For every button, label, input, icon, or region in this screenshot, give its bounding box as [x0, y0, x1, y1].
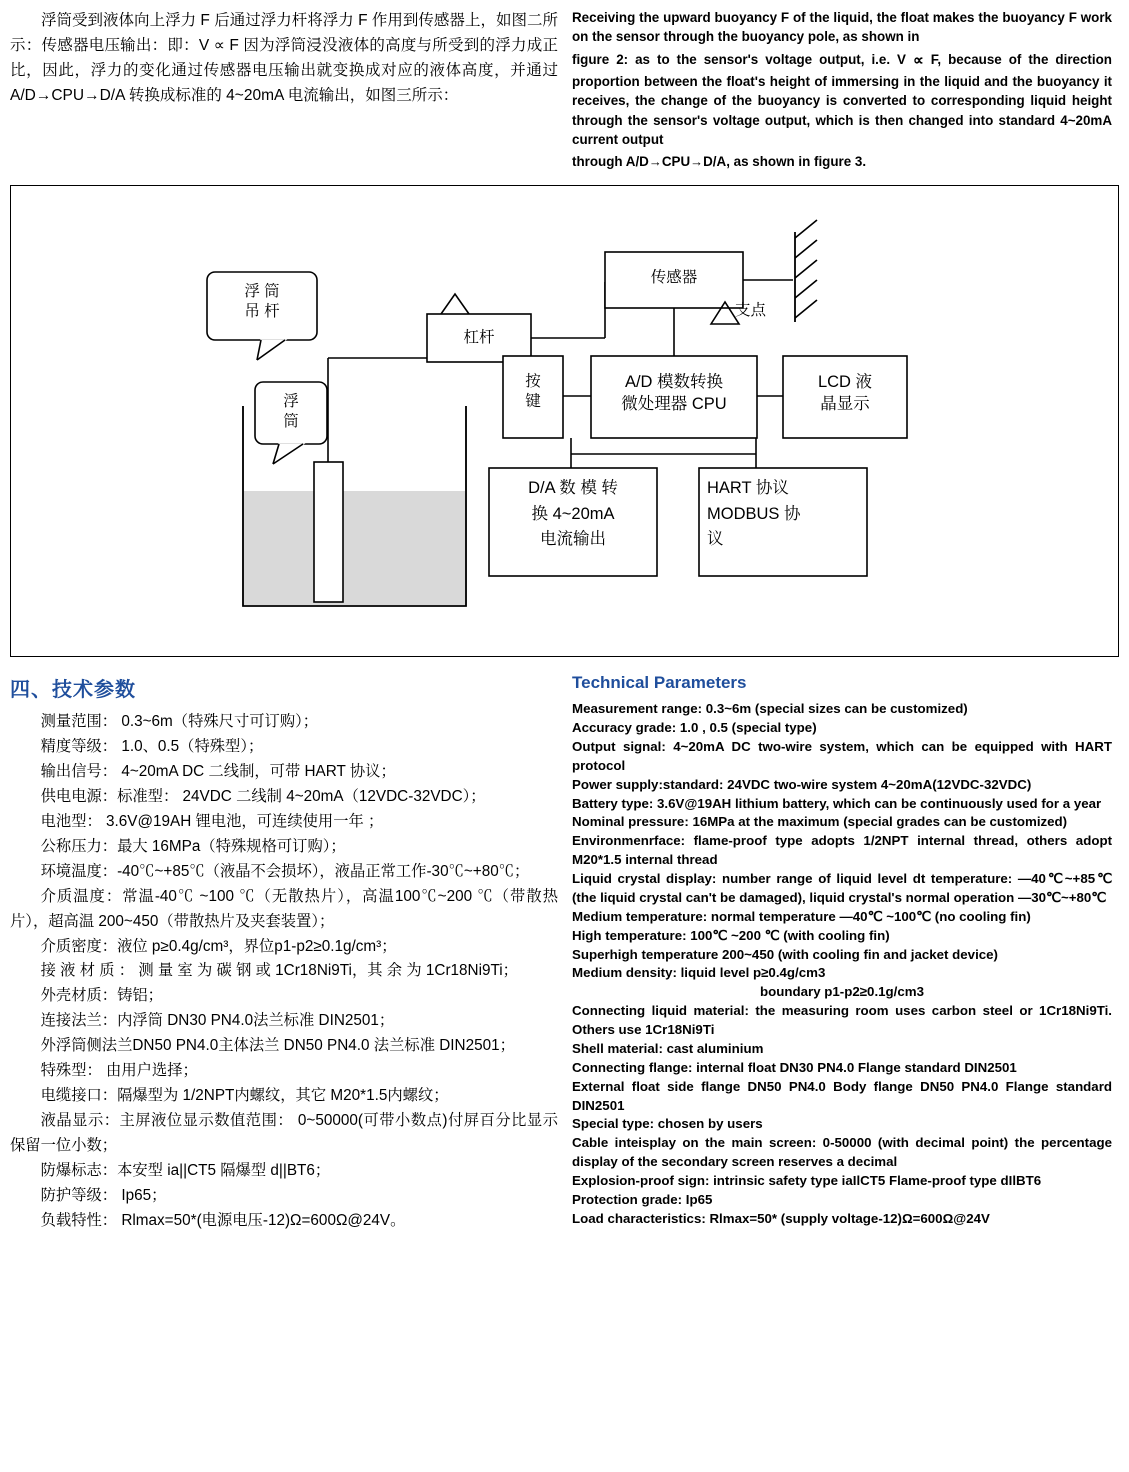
- proportional-symbol-icon: ∝: [913, 51, 924, 69]
- param-en-3: Power supply:standard: 24VDC two-wire system 4~20mA(12VDC-32VDC): [572, 776, 1032, 792]
- param-cn-2: 输出信号： 4~20mA DC 二线制，可带 HART 协议；: [40, 763, 396, 781]
- param-cn-13: 特殊型： 由用户选择；: [40, 1062, 198, 1080]
- param-en-7: Liquid crystal display: number range of liquid level dt temperature: —40℃~+85℃ (the liquid crystal can't be damaged), liquid crystal's normal operation —30℃~+80℃: [572, 871, 1112, 905]
- param-cn-5: 公称压力：最大 16MPa（特殊规格可订购）；: [40, 837, 346, 855]
- param-cn-6: 环境温度：-40℃~+85℃（液晶不会损坏），液晶正常工作-30℃~+80℃；: [40, 862, 530, 880]
- figure-label-hart: HART 协议 MODBUS 协 议: [707, 479, 801, 549]
- param-cn-8: 介质密度：液位 p≥0.4g/cm³，界位p1-p2≥0.1g/cm³；: [40, 937, 397, 955]
- param-en-0: Measurement range: 0.3~6m (special sizes can be customized): [572, 701, 968, 717]
- param-cn-15: 液晶显示：主屏液位显示数值范围： 0~50000(可带小数点)付屏百分比显示保留一位小数；: [10, 1111, 558, 1154]
- intro-english-paragraph-2: [572, 50, 1112, 150]
- diagram-svg: [11, 186, 1118, 654]
- param-cn-16: 防爆标志：本安型 ia||CT5 隔爆型 d||BT6；: [40, 1161, 331, 1179]
- params-chinese-column: [10, 673, 558, 1233]
- params-english-column: [572, 673, 1112, 1229]
- param-cn-11: 连接法兰：内浮筒 DN30 PN4.0法兰标准 DIN2501；: [40, 1012, 395, 1030]
- figure-label-fulcrum: 支点: [735, 302, 767, 320]
- param-cn-14: 电缆接口：隔爆型为 1/2NPT内螺纹，其它 M20*1.5内螺纹；: [40, 1087, 449, 1105]
- param-en-8: Medium temperature: normal temperature —40℃ ~100℃ (no cooling fin): [572, 908, 1031, 924]
- figure-label-dac: D/A 数 模 转 换 4~20mA 电流输出: [528, 479, 618, 549]
- intro-english-paragraph-1: Receiving the upward buoyancy F of the liquid, the float makes the buoyancy F work on the sensor through the buoyancy pole, as shown in: [572, 10, 1112, 45]
- figure-label-sensor: 传感器: [650, 269, 698, 287]
- param-en-9: High temperature: 100℃ ~200 ℃ (with cooling fin): [572, 927, 890, 943]
- param-cn-3: 供电电源：标准型： 24VDC 二线制 4~20mA（12VDC-32VDC）；: [40, 787, 486, 805]
- intro-columns: [10, 8, 1119, 175]
- figure-label-float: 浮 筒: [283, 393, 299, 431]
- param-en-19: Protection grade: Ip65: [572, 1191, 713, 1207]
- param-en-5: Nominal pressure: 16MPa at the maximum (special grades can be customized): [572, 814, 1068, 830]
- intro-english-column: [572, 8, 1112, 175]
- figure-inner: [11, 186, 1118, 656]
- intro-en-3a: through A/D: [572, 154, 649, 170]
- param-en-2: Output signal: 4~20mA DC two-wire system, which can be equipped with HART protocol: [572, 738, 1112, 773]
- param-en-6: Environmenrface: flame-proof type adopts 1/2NPT internal thread, others adopt M20*1.5 internal thread: [572, 833, 1112, 868]
- param-cn-18: 负载特性： Rlmax=50*(电源电压-12)Ω=600Ω@24V。: [40, 1211, 406, 1229]
- arrow-right-icon-2: →: [690, 154, 704, 170]
- intro-en-3c: D/A, as shown in figure 3.: [703, 154, 867, 170]
- figure-label-float-rod: 浮 筒 吊 杆: [244, 283, 280, 321]
- figure-label-lcd: LCD 液 晶显示: [817, 373, 873, 413]
- technical-parameters-section: [10, 673, 1119, 1233]
- param-cn-12: 外浮筒侧法兰DN50 PN4.0主体法兰 DN50 PN4.0 法兰标准 DIN2501；: [40, 1037, 515, 1055]
- param-en-20: Load characteristics: Rlmax=50* (supply voltage-12)Ω=600Ω@24V: [572, 1210, 990, 1226]
- intro-en-3b: CPU: [661, 154, 691, 170]
- param-en-15: External float side flange DN50 PN4.0 Body flange DN50 PN4.0 Flange standard DIN2501: [572, 1078, 1112, 1113]
- arrow-right-icon-1: →: [648, 154, 662, 170]
- param-en-11: Medium density: liquid level p≥0.4g/cm3: [572, 965, 826, 981]
- figure-label-keys: 按 键: [525, 373, 541, 411]
- param-en-10: Superhigh temperature 200~450 (with cooling fin and jacket device): [572, 946, 998, 962]
- param-cn-7: 介质温度：常温-40℃ ~100 ℃（无散热片），高温100℃~200 ℃（带散热片），超高温 200~450（带散热片及夹套装置）；: [10, 887, 558, 930]
- param-en-1: Accuracy grade: 1.0 , 0.5 (special type): [572, 720, 817, 736]
- param-en-17: Cable inteisplay on the main screen: 0-50000 (with decimal point) the percentage display of the secondary screen reserves a decimal: [572, 1135, 1112, 1170]
- figure-label-adc-cpu: A/D 模数转换 微处理器 CPU: [621, 373, 727, 413]
- param-en-12: Connecting liquid material: the measuring room uses carbon steel or 1Cr18Ni9Ti. Others use 1Cr18Ni9Ti: [572, 1003, 1112, 1038]
- param-cn-0: 测量范围： 0.3~6m（特殊尺寸可订购）；: [40, 713, 319, 731]
- intro-chinese-column: [10, 8, 558, 112]
- param-en-4: Battery type: 3.6V@19AH lithium battery, which can be continuously used for a year: [572, 795, 1102, 811]
- param-en-boundary: boundary p1-p2≥0.1g/cm3: [760, 984, 924, 1000]
- param-en-18: Explosion-proof sign: intrinsic safety type iaIlCT5 Flame-proof type dIlBT6: [572, 1173, 1042, 1189]
- section-title-chinese: 四、技术参数: [10, 679, 136, 702]
- param-cn-1: 精度等级： 1.0、0.5（特殊型）；: [40, 738, 264, 756]
- param-cn-9: 接 液 材 质 ： 测 量 室 为 碳 钢 或 1Cr18Ni9Ti，其 余 为 1Cr18Ni9Ti；: [40, 962, 518, 980]
- intro-en-2b: F, because of the direction proportion between the float's height of immersing in the liquid and the buoyancy it receives, the change of the buoyancy is converted to corresponding liquid height through the sensor's voltage output, which is then changed into standard 4~20mA current output: [572, 51, 1112, 147]
- param-en-16: Special type: chosen by users: [572, 1116, 763, 1132]
- param-en-14: Connecting flange: internal float DN30 PN4.0 Flange standard DIN2501: [572, 1059, 1017, 1075]
- figure-label-lever: 杠杆: [463, 329, 495, 347]
- intro-en-2a: figure 2: as to the sensor's voltage output, i.e. V: [572, 51, 906, 67]
- param-cn-17: 防护等级： Ip65；: [40, 1186, 167, 1204]
- param-cn-10: 外壳材质：铸铝；: [40, 987, 163, 1005]
- param-cn-4: 电池型： 3.6V@19AH 锂电池，可连续使用一年 ；: [40, 812, 384, 830]
- section-title-english: Technical Parameters: [572, 673, 747, 693]
- intro-chinese-paragraph: 浮筒受到液体向上浮力 F 后通过浮力杆将浮力 F 作用到传感器上，如图二所示：传感器电压输出：即：V ∝ F 因为浮筒浸没液体的高度与所受到的浮力成正比，因此，浮力的变化通过传感器电压输出就变换成对应的液体高度，并通过 A/D→CPU→D/A 转换成标准的 4~20mA 电流输出，如图三所示：: [10, 12, 558, 105]
- intro-english-paragraph-3: [572, 152, 1112, 172]
- param-en-13: Shell material: cast aluminium: [572, 1040, 764, 1056]
- system-diagram-figure: [10, 185, 1119, 657]
